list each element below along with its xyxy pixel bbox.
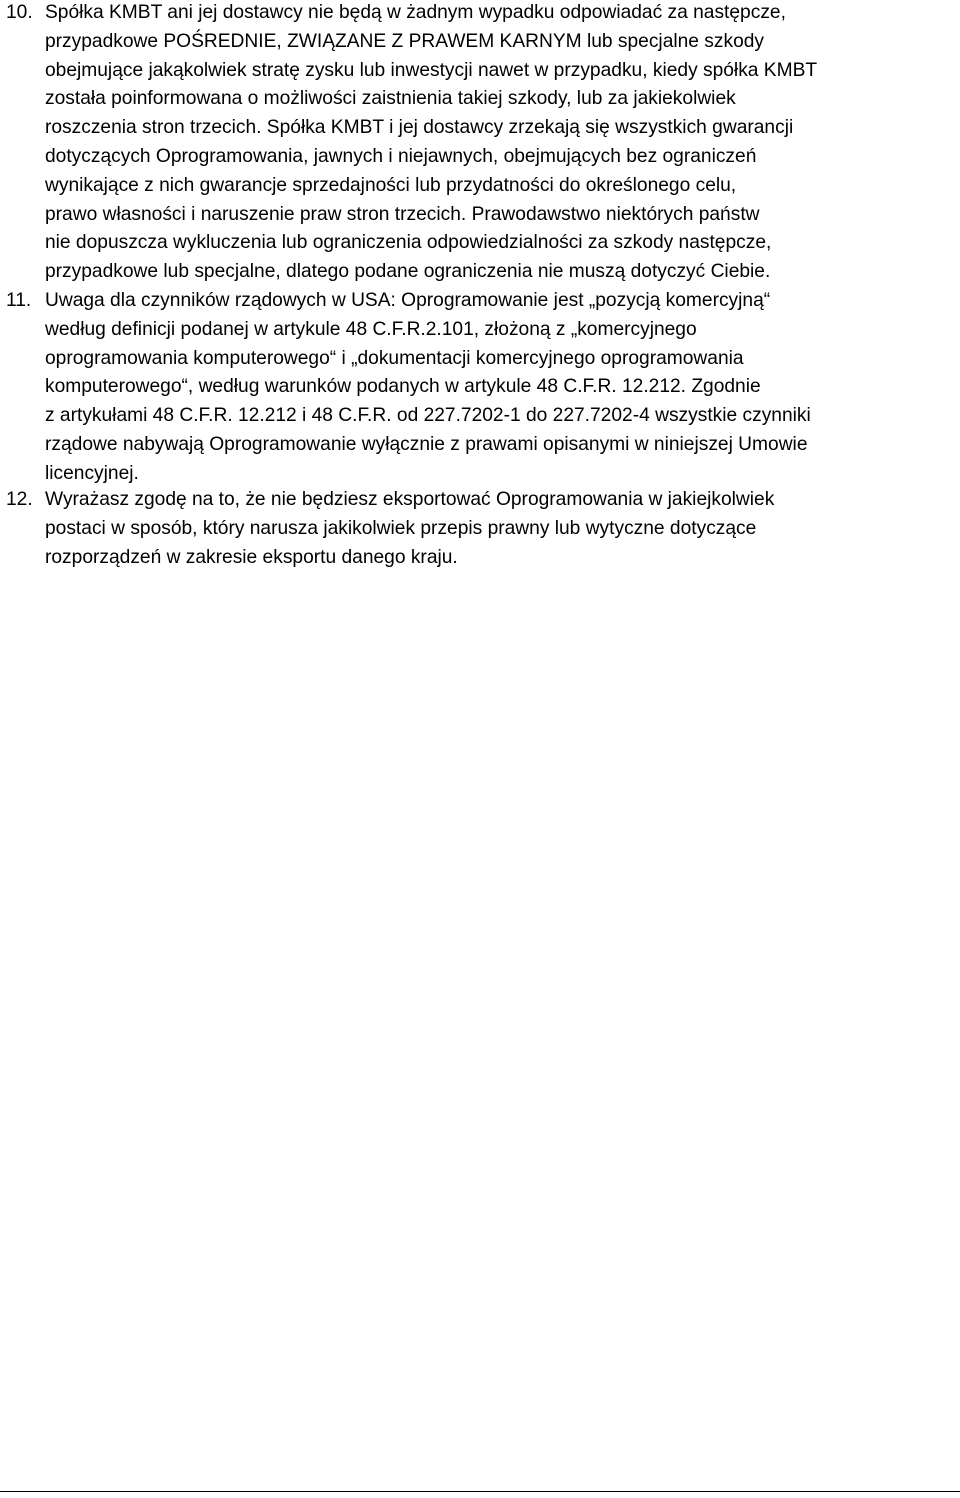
clause-line: komputerowego“, według warunków podanych w artykule 48 C.F.R. 12.212. Zgodnie	[45, 376, 761, 398]
clause-line: licencyjnej.	[45, 462, 139, 484]
clause-number: 11.	[6, 290, 32, 311]
clause-number: 10.	[6, 2, 33, 23]
clause-line: prawo własności i naruszenie praw stron trzecich. Prawodawstwo niektórych państw	[45, 203, 760, 225]
clause-line: wynikające z nich gwarancje sprzedajności lub przydatności do określonego celu,	[45, 174, 737, 196]
clause-line: obejmujące jakąkolwiek stratę zysku lub inwestycji nawet w przypadku, kiedy spółka KMBT	[45, 59, 818, 81]
clause-line: postaci w sposób, który narusza jakikolwiek przepis prawny lub wytyczne dotyczące	[45, 517, 757, 539]
clause-line: rządowe nabywają Oprogramowanie wyłącznie z prawami opisanymi w niniejszej Umowie	[45, 434, 808, 455]
clause-line: została poinformowana o możliwości zaistnienia takiej szkody, lub za jakiekolwiek	[45, 88, 736, 110]
clause-line: roszczenia stron trzecich. Spółka KMBT i jej dostawcy zrzekają się wszystkich gwarancji	[45, 117, 794, 139]
clause-line: przypadkowe lub specjalne, dlatego podane ograniczenia nie muszą dotyczyć Ciebie.	[45, 261, 771, 283]
clause-line: z artykułami 48 C.F.R. 12.212 i 48 C.F.R. od 227.7202-1 do 227.7202-4 wszystkie czynniki	[45, 405, 811, 427]
clause-line: Uwaga dla czynników rządowych w USA: Oprogramowanie jest „pozycją komercyjną“	[45, 290, 771, 311]
clause-line: nie dopuszcza wykluczenia lub ograniczenia odpowiedzialności za szkody następcze,	[45, 232, 772, 254]
clause-line: według definicji podanej w artykule 48 C.F.R.2.101, złożoną z „komercyjnego	[45, 318, 697, 340]
clause-line: dotyczących Oprogramowania, jawnych i niejawnych, obejmujących bez ograniczeń	[45, 146, 757, 167]
footer-divider	[0, 1491, 960, 1492]
clause-line: rozporządzeń w zakresie eksportu danego kraju.	[45, 546, 458, 568]
clause-line: przypadkowe POŚREDNIE, ZWIĄZANE Z PRAWEM KARNYM lub specjalne szkody	[45, 30, 765, 52]
clause-line: oprogramowania komputerowego“ i „dokumentacji komercyjnego oprogramowania	[45, 347, 744, 369]
clause-line: Wyrażasz zgodę na to, że nie będziesz eksportować Oprogramowania w jakiejkolwiek	[45, 489, 775, 510]
clause-number: 12.	[6, 489, 33, 510]
clause-line: Spółka KMBT ani jej dostawcy nie będą w żadnym wypadku odpowiadać za następcze,	[45, 2, 786, 23]
